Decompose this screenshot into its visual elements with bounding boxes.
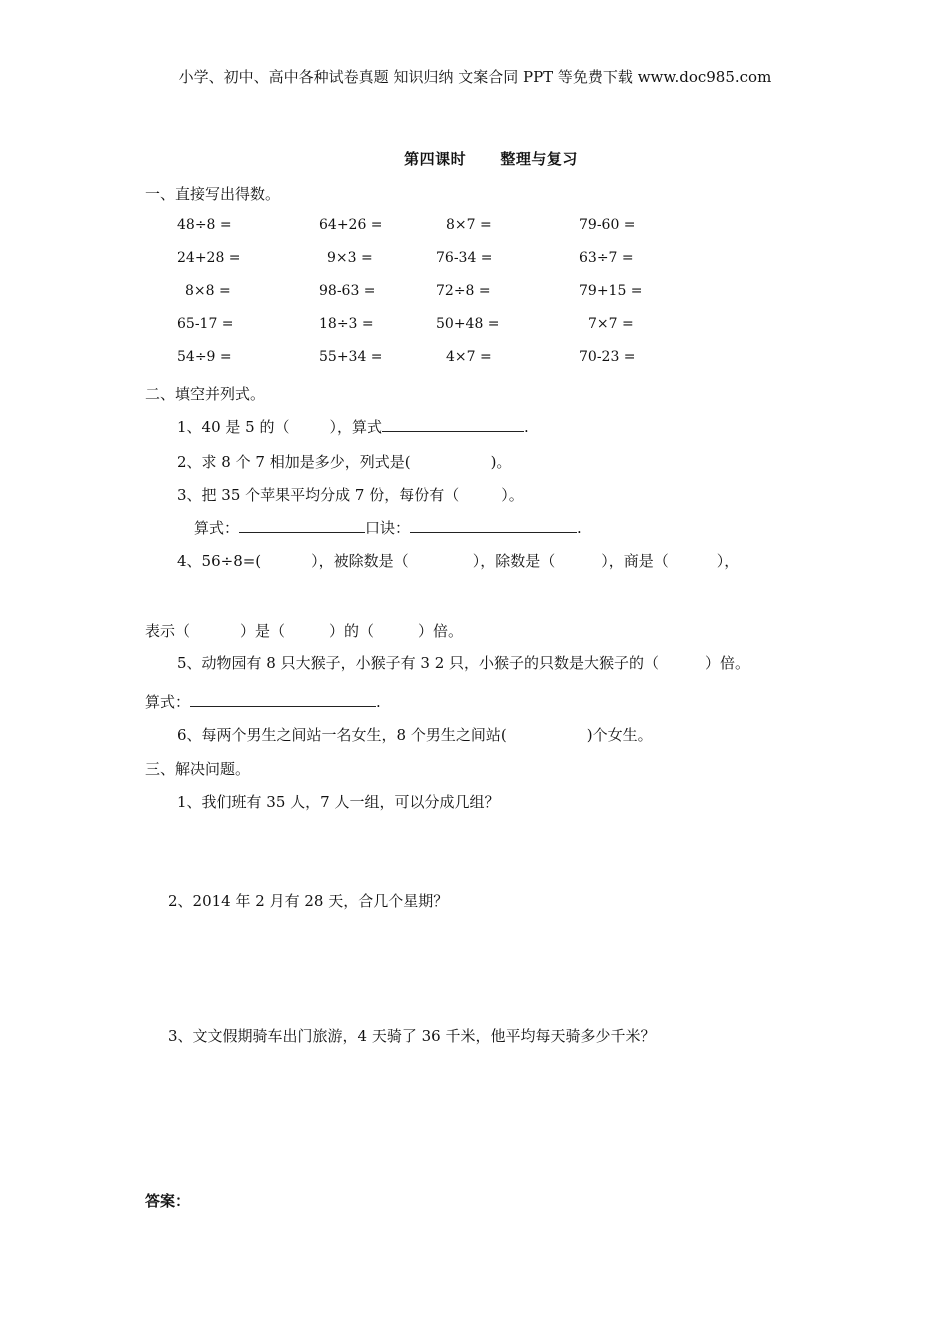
calc-item: 24+28 =: [177, 250, 241, 266]
calc-item: 9×3 =: [327, 250, 373, 266]
fill-question-6: [177, 724, 653, 745]
q6-text-a: 6、每两个男生之间站一名女生，8 个男生之间站(: [177, 726, 507, 744]
q5-end: .: [376, 693, 381, 711]
calc-item: 64+26 =: [319, 217, 383, 233]
page-header: 小学、初中、高中各种试卷真题 知识归纳 文案合同 PPT 等免费下载 www.doc985.com: [178, 68, 772, 86]
fill-question-5: [177, 652, 750, 673]
calc-item: 54÷9 =: [177, 349, 232, 365]
problem-3: 3、文文假期骑车出门旅游，4 天骑了 36 千米，他平均每天骑多少千米？: [168, 1027, 656, 1045]
q3-text-b: ）。: [501, 486, 524, 504]
calc-item: 98-63 =: [319, 283, 376, 299]
calc-item: 50+48 =: [436, 316, 500, 332]
q6-text-b: )个女生。: [586, 726, 653, 744]
answer-label: 答案：: [145, 1192, 191, 1210]
calc-item: 79-60 =: [579, 217, 636, 233]
calc-item: 76-34 =: [436, 250, 493, 266]
fill-question-3-line2: [194, 517, 582, 538]
problem-2: 2、2014 年 2 月有 28 天，合几个星期？: [168, 892, 449, 910]
calc-item: 63÷7 =: [579, 250, 634, 266]
section3-heading: 三、解决问题。: [145, 760, 251, 778]
q2-text-b: )。: [490, 453, 512, 471]
q3-rhyme-label: 口诀：: [365, 519, 411, 537]
section1-heading: 一、直接写出得数。: [145, 185, 281, 203]
calc-item: 79+15 =: [579, 283, 643, 299]
q4-line2-c: ）的（: [329, 622, 375, 640]
q4-text-d: ），商是（: [601, 552, 669, 570]
q3-formula-label: 算式：: [194, 519, 240, 537]
q3-text-a: 3、把 35 个苹果平均分成 7 份，每份有（: [177, 486, 460, 504]
q5-text-a: 5、动物园有 8 只大猴子，小猴子有 3 2 只，小猴子的只数是大猴子的（: [177, 654, 660, 672]
q1-text-b: ），算式: [329, 418, 382, 436]
calc-item: 4×7 =: [446, 349, 492, 365]
section2-heading: 二、填空并列式。: [145, 385, 266, 403]
q1-text-c: .: [524, 418, 529, 436]
calc-item: 65-17 =: [177, 316, 234, 332]
fill-question-4: [177, 550, 739, 571]
calc-item: 70-23 =: [579, 349, 636, 365]
fill-question-1: [177, 416, 529, 437]
q2-text-a: 2、求 8 个 7 相加是多少，列式是(: [177, 453, 411, 471]
calc-item: 7×7 =: [588, 316, 634, 332]
fill-question-4-line2: [145, 620, 463, 641]
q3-rhyme-line[interactable]: [410, 518, 577, 533]
calc-item: 8×8 =: [185, 283, 231, 299]
calc-item: 72÷8 =: [436, 283, 491, 299]
calc-item: 55+34 =: [319, 349, 383, 365]
calc-item: 18÷3 =: [319, 316, 374, 332]
q5-formula-label: 算式：: [145, 693, 191, 711]
q4-text-a: 4、56÷8=(: [177, 552, 262, 570]
fill-question-3: [177, 484, 524, 505]
q4-text-c: ），除数是（: [472, 552, 556, 570]
problem-1: 1、我们班有 35 人，7 人一组，可以分成几组？: [177, 793, 500, 811]
q4-text-e: ），: [716, 552, 740, 570]
q1-formula-line[interactable]: [382, 417, 524, 432]
q4-line2-d: ）倍。: [418, 622, 464, 640]
q5-formula-line[interactable]: [190, 692, 376, 707]
calc-item: 8×7 =: [446, 217, 492, 233]
fill-question-5-line2: [145, 691, 381, 712]
calc-item: 48÷8 =: [177, 217, 232, 233]
q4-line2-b: ）是（: [240, 622, 286, 640]
q5-text-b: ）倍。: [705, 654, 751, 672]
q3-formula-line[interactable]: [239, 518, 365, 533]
q3-end: .: [577, 519, 582, 537]
q4-text-b: ），被除数是（: [311, 552, 409, 570]
lesson-title: 第四课时 整理与复习: [404, 150, 578, 168]
fill-question-2: [177, 451, 511, 472]
q1-text-a: 1、40 是 5 的（: [177, 418, 290, 436]
q4-line2-a: 表示（: [145, 622, 191, 640]
